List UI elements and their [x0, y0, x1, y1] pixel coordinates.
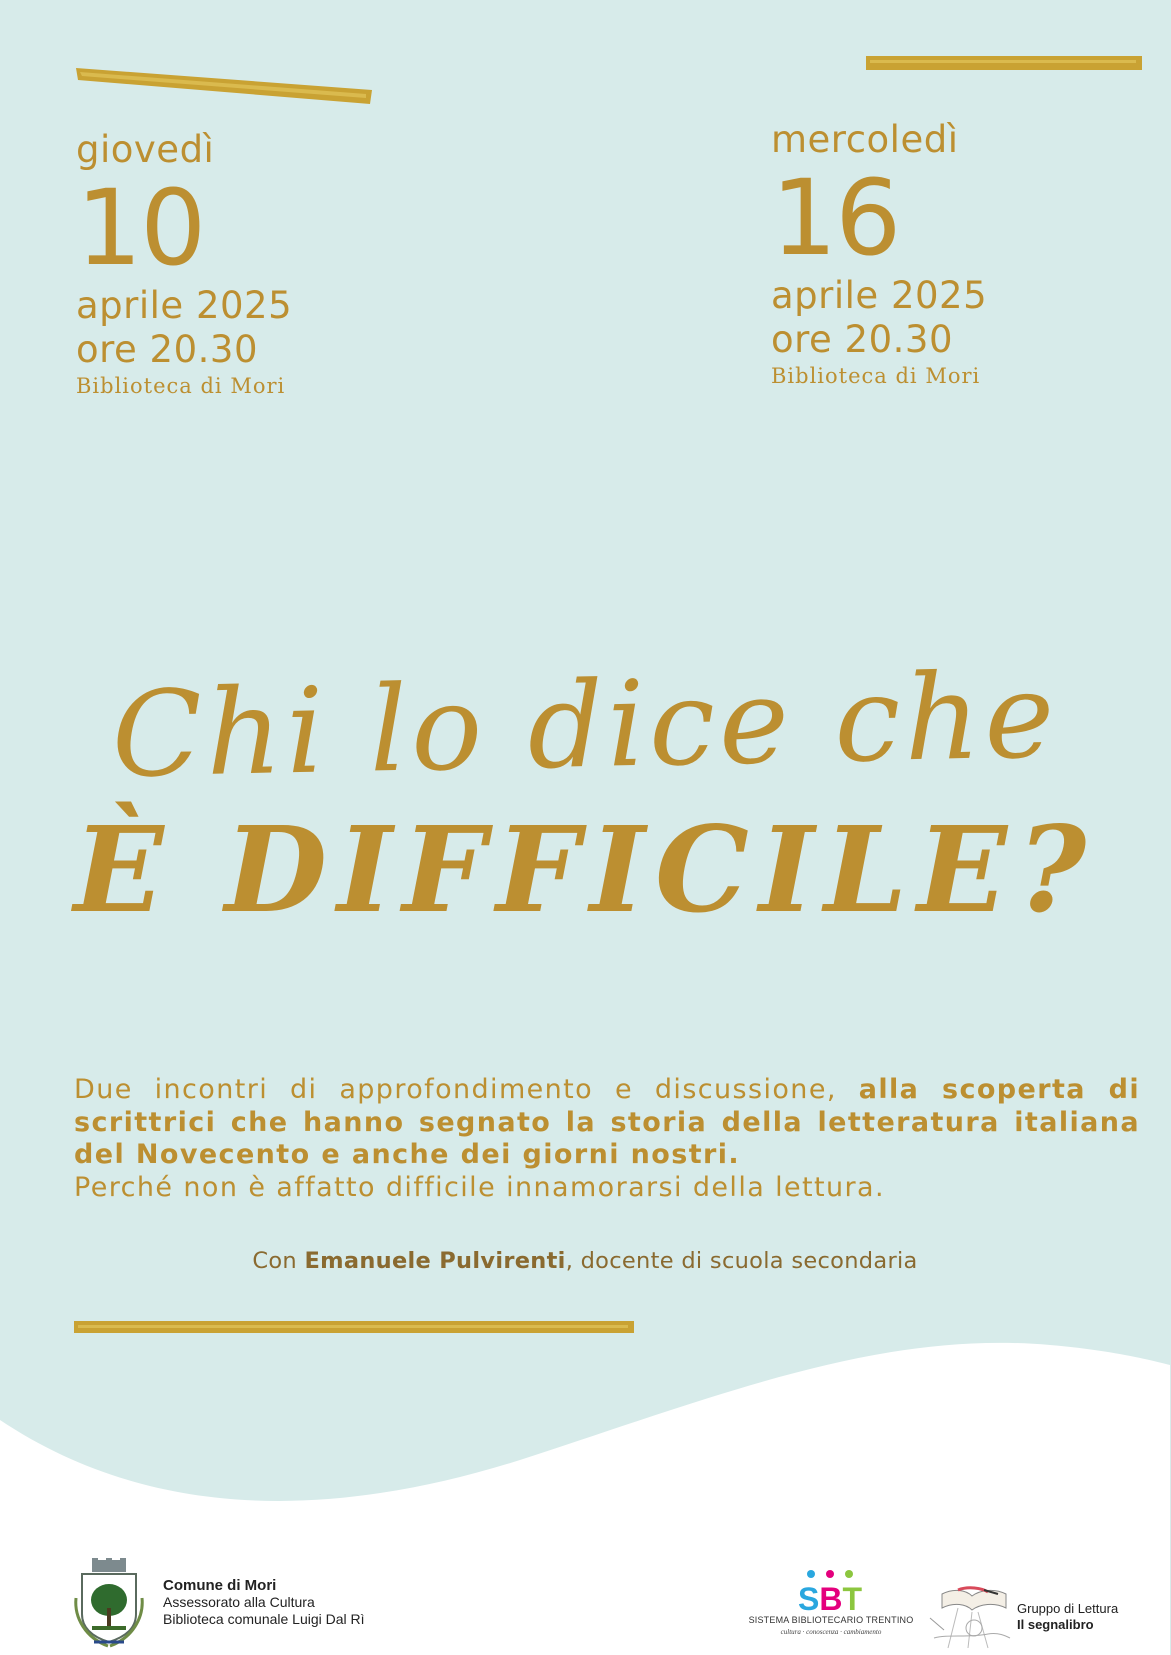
il-segnalibro-book-sketch-logo [928, 1578, 1012, 1652]
event2-day: 16 [771, 157, 900, 279]
event1-month-year: aprile 2025 [76, 284, 293, 327]
event2-venue: Biblioteca di Mori [771, 364, 981, 388]
sbt-letter: B [819, 1581, 843, 1617]
speaker-name: Emanuele Pulvirenti [304, 1248, 566, 1274]
gold-brush-stroke-top-right [866, 54, 1142, 72]
speaker-line [0, 1248, 1170, 1274]
sbt-letters [798, 1581, 862, 1617]
comune-name: Comune di Mori [163, 1577, 277, 1594]
sbt-logo [798, 1568, 862, 1617]
event1-venue: Biblioteca di Mori [76, 374, 286, 398]
sbt-subcaption: cultura · conoscenza · cambiamento [780, 1628, 882, 1636]
event2-month-year: aprile 2025 [771, 274, 988, 317]
event1-time: ore 20.30 [76, 328, 258, 371]
event2-time: ore 20.30 [771, 318, 953, 361]
comune-di-mori-crest-logo [72, 1558, 146, 1648]
sbt-letter: S [798, 1581, 820, 1617]
sbt-letter: T [842, 1581, 862, 1617]
event1-weekday: giovedì [76, 128, 215, 171]
gold-brush-stroke-bottom [74, 1318, 634, 1336]
gold-brush-stroke-top-left [76, 66, 372, 106]
event-description [74, 1074, 1140, 1204]
event1-day: 10 [76, 167, 205, 289]
title-line-2: È DIFFICILE? [73, 800, 1097, 939]
event2-weekday: mercoledì [771, 118, 959, 161]
sbt-caption: SISTEMA BIBLIOTECARIO TRENTINO [748, 1615, 914, 1625]
event-date-1 [76, 128, 292, 400]
description-intro: Due incontri di approfondimento e discussione, [74, 1074, 859, 1105]
description-closing: Perché non è affatto difficile innamorarsi della lettura. [74, 1171, 885, 1203]
speaker-prefix: Con [252, 1248, 305, 1274]
description-highlight: alla scoperta di scrittrici che hanno segnato la storia della letteratura italiana del Novecento e anche dei giorni nostri. [74, 1074, 1140, 1170]
comune-di-mori-text [163, 1577, 365, 1628]
gruppo-line-1: Gruppo di Lettura [1017, 1601, 1119, 1616]
comune-biblioteca: Biblioteca comunale Luigi Dal Rì [163, 1611, 365, 1627]
event-date-2 [771, 118, 987, 390]
title-line-1: Chi lo dice che [110, 646, 1060, 804]
gruppo-lettura-text [1017, 1601, 1118, 1633]
gruppo-line-2: Il segnalibro [1017, 1617, 1094, 1632]
comune-assessorato: Assessorato alla Cultura [163, 1594, 315, 1610]
speaker-role: , docente di scuola secondaria [565, 1248, 918, 1274]
